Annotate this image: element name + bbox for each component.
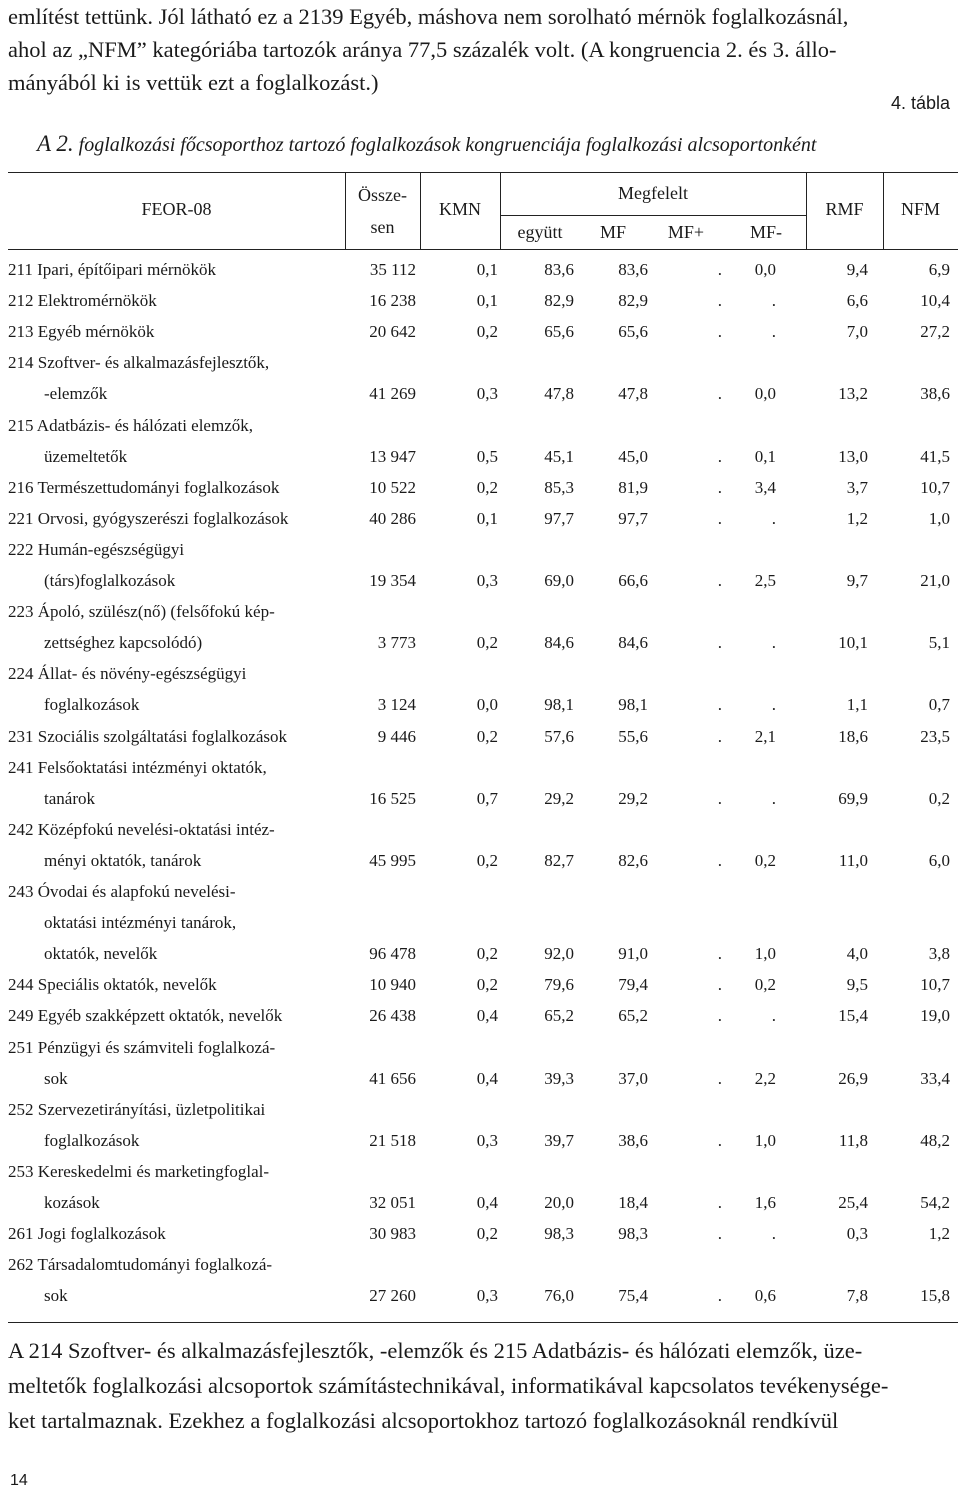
cell-mf: 37,0 [618,1068,648,1088]
cell-rmf: 25,4 [838,1193,868,1213]
cell-rmf: 11,8 [838,1130,868,1150]
cell-mfminus: 3,4 [754,477,776,497]
cell-egyutt: 29,2 [544,788,574,808]
col-header-mfplus: MF+ [667,222,705,242]
outro-line: meltetők foglalkozási alcsoportok számítástechnikával, informatikával kapcsolatos tevékenysége- [8,1373,889,1398]
cell-mfminus: 1,6 [754,1193,776,1213]
table-row [8,596,958,658]
cell-mfminus: . [771,695,776,715]
cell-mfplus: . [717,571,722,591]
cell-nfm: 0,2 [928,788,950,808]
table-number-label: 4. tábla [890,93,950,113]
cell-osszesen: 41 269 [369,384,416,404]
table-row [8,316,958,347]
row-occupation-name [8,410,253,472]
row-occupation-name [8,1249,272,1311]
cell-kmn: 0,0 [476,695,498,715]
cell-nfm: 23,5 [920,726,950,746]
occupation-name-line: 253 Kereskedelmi és marketingfoglal- [8,1161,270,1181]
table-row [8,534,958,596]
cell-mfplus: . [717,726,722,746]
cell-mf: 83,6 [618,260,648,280]
cell-mfplus: . [717,1068,722,1088]
cell-egyutt: 92,0 [544,944,574,964]
row-occupation-name [8,876,236,969]
cell-egyutt: 83,6 [544,260,574,280]
cell-mf: 65,6 [618,322,648,342]
occupation-name-line: 251 Pénzügyi és számviteli foglalkozá- [8,1037,276,1057]
cell-kmn: 0,2 [476,726,498,746]
cell-mfminus: 0,0 [754,384,776,404]
table-row [8,503,958,534]
occupation-name-line: 261 Jogi foglalkozások [8,1224,166,1244]
cell-mfplus: . [717,477,722,497]
cell-egyutt: 47,8 [544,384,574,404]
cell-mfplus: . [717,508,722,528]
cell-kmn: 0,3 [476,384,498,404]
cell-osszesen: 21 518 [369,1130,416,1150]
cell-kmn: 0,2 [476,477,498,497]
col-header-feor: FEOR-08 [141,199,212,219]
cell-nfm: 10,7 [920,477,950,497]
row-occupation-name [8,1094,265,1156]
row-occupation-name [8,503,288,534]
cell-mf: 82,9 [618,291,648,311]
cell-kmn: 0,2 [476,850,498,870]
cell-egyutt: 79,6 [544,975,574,995]
cell-mf: 98,3 [618,1224,648,1244]
cell-mfplus: . [717,1193,722,1213]
col-header-megfelelt: Megfelelt [618,183,688,203]
cell-nfm: 3,8 [928,944,950,964]
table-row [8,1094,958,1156]
cell-osszesen: 3 124 [377,695,416,715]
cell-osszesen: 3 773 [377,633,416,653]
table-row [8,721,958,752]
table-row [8,1032,958,1094]
cell-osszesen: 10 940 [369,975,416,995]
col-header-mfminus: MF- [749,222,782,242]
cell-mfminus: 0,2 [754,850,776,870]
cell-nfm: 1,0 [928,508,950,528]
table-row [8,285,958,316]
cell-nfm: 15,8 [920,1286,950,1306]
cell-kmn: 0,2 [476,944,498,964]
cell-mfminus: 2,5 [754,571,776,591]
occupation-name-line: sok [44,1286,68,1306]
cell-mfplus: . [717,384,722,404]
cell-rmf: 13,2 [838,384,868,404]
table-row [8,1249,958,1311]
cell-nfm: 41,5 [920,446,950,466]
cell-kmn: 0,4 [476,1193,498,1213]
cell-egyutt: 82,7 [544,850,574,870]
row-occupation-name [8,721,287,752]
occupation-name-line: 223 Ápoló, szülész(nő) (felsőfokú kép- [8,602,275,622]
cell-egyutt: 98,3 [544,1224,574,1244]
cell-nfm: 6,9 [928,260,950,280]
cell-kmn: 0,2 [476,322,498,342]
cell-mf: 75,4 [618,1286,648,1306]
cell-osszesen: 19 354 [369,571,416,591]
occupation-name-line: zettséghez kapcsolódó) [44,633,203,653]
cell-egyutt: 39,7 [544,1130,574,1150]
cell-mfminus: 0,6 [754,1286,776,1306]
occupation-name-line: 242 Középfokú nevelési-oktatási intéz- [8,819,275,839]
cell-mfminus: 2,1 [754,726,776,746]
occupation-name-line: -elemzők [44,384,108,404]
occupation-name-line: 252 Szervezetirányítási, üzletpolitikai [8,1099,266,1119]
cell-mfplus: . [717,850,722,870]
cell-mfminus: 1,0 [754,944,776,964]
cell-nfm: 19,0 [920,1006,950,1026]
intro-paragraph [8,0,952,99]
cell-nfm: 54,2 [920,1193,950,1213]
cell-rmf: 18,6 [838,726,868,746]
cell-egyutt: 20,0 [544,1193,574,1213]
cell-osszesen: 32 051 [369,1193,416,1213]
intro-line: említést tettünk. Jól látható ez a 2139 Egyéb, máshova nem sorolható mérnök foglalkozásnál, [8,4,849,29]
cell-mfplus: . [717,291,722,311]
cell-mf: 65,2 [618,1006,648,1026]
table-row [8,658,958,720]
occupation-name-line: 213 Egyéb mérnökök [8,322,155,342]
outro-paragraph [8,1333,952,1438]
table-row [8,1000,958,1031]
cell-rmf: 9,4 [846,260,868,280]
cell-egyutt: 98,1 [544,695,574,715]
occupation-name-line: 211 Ipari, építőipari mérnökök [8,260,217,279]
occupation-name-line: 215 Adatbázis- és hálózati elemzők, [8,415,253,435]
col-header-kmn: KMN [438,199,481,219]
cell-osszesen: 20 642 [369,322,416,342]
occupation-name-line: üzemeltetők [44,446,128,466]
cell-rmf: 13,0 [838,446,868,466]
occupation-name-line: 221 Orvosi, gyógyszerészi foglalkozások [8,508,289,528]
cell-kmn: 0,1 [476,508,498,528]
cell-egyutt: 65,2 [544,1006,574,1026]
cell-nfm: 6,0 [928,850,950,870]
occupation-name-line: 222 Humán-egészségügyi [8,539,185,559]
row-occupation-name [8,1218,166,1249]
col-header-osszesen-2: sen [370,217,395,237]
table-row [8,410,958,472]
cell-mfplus: . [717,1130,722,1150]
table-row [8,347,958,409]
cell-mf: 97,7 [618,508,648,528]
cell-osszesen: 13 947 [369,446,416,466]
cell-mf: 82,6 [618,850,648,870]
cell-kmn: 0,2 [476,975,498,995]
cell-mfminus: . [771,291,776,311]
row-occupation-name [8,752,267,814]
occupation-name-line: 224 Állat- és növény-egészségügyi [8,664,247,684]
caption-text: foglalkozási főcsoporthoz tartozó foglalkozások kongruenciája foglalkozási alcsoportonként [78,134,817,156]
cell-mfminus: . [771,1224,776,1244]
cell-kmn: 0,3 [476,571,498,591]
cell-osszesen: 96 478 [369,944,416,964]
occupation-name-line: foglalkozások [44,1130,140,1150]
cell-rmf: 1,1 [846,695,868,715]
row-occupation-name [8,658,246,720]
cell-mfminus: 1,0 [754,1130,776,1150]
table-top-rule [8,172,958,173]
cell-mf: 91,0 [618,944,648,964]
table-row [8,876,958,969]
cell-egyutt: 65,6 [544,322,574,342]
cell-kmn: 0,1 [476,260,498,280]
cell-kmn: 0,2 [476,633,498,653]
cell-rmf: 9,7 [846,571,868,591]
cell-rmf: 15,4 [838,1006,868,1026]
cell-mfplus: . [717,788,722,808]
row-occupation-name [8,1000,282,1031]
cell-egyutt: 69,0 [544,571,574,591]
table-header-rule [8,249,958,250]
cell-nfm: 10,4 [920,291,950,311]
occupation-name-line: 244 Speciális oktatók, nevelők [8,975,217,995]
cell-kmn: 0,3 [476,1130,498,1150]
row-occupation-name [8,534,184,596]
occupation-name-line: sok [44,1068,68,1088]
table-row [8,969,958,1000]
cell-mf: 55,6 [618,726,648,746]
occupation-name-line: oktatási intézményi tanárok, [44,913,237,932]
intro-line: ahol az „NFM” kategóriába tartozók aránya 77,5 százalék volt. (A kongruencia 2. és 3. állo- [8,37,837,62]
cell-rmf: 26,9 [838,1068,868,1088]
occupation-name-line: 216 Természettudományi foglalkozások [8,477,280,497]
cell-mfplus: . [717,695,722,715]
occupation-name-line: kozások [44,1192,100,1212]
row-occupation-name [8,969,217,1000]
table-row [8,254,958,285]
table-row [8,472,958,503]
row-occupation-name [8,814,275,876]
cell-mfplus: . [717,944,722,964]
cell-rmf: 10,1 [838,633,868,653]
cell-mfplus: . [717,1224,722,1244]
outro-line: ket tartalmaznak. Ezekhez a foglalkozási alcsoportokhoz tartozó foglalkozásoknál rendkívül [8,1408,839,1433]
cell-nfm: 1,2 [928,1224,950,1244]
cell-mf: 29,2 [618,788,648,808]
cell-egyutt: 84,6 [544,633,574,653]
cell-kmn: 0,2 [476,1224,498,1244]
cell-egyutt: 85,3 [544,477,574,497]
col-header-mf: MF [599,222,626,242]
caption-lead: A 2. [37,131,74,156]
cell-rmf: 9,5 [846,975,868,995]
table-row [8,752,958,814]
row-occupation-name [8,285,157,316]
cell-mf: 45,0 [618,446,648,466]
cell-mf: 84,6 [618,633,648,653]
cell-kmn: 0,7 [476,788,498,808]
occupation-name-line: 241 Felsőoktatási intézményi oktatók, [8,757,267,777]
cell-osszesen: 10 522 [369,477,416,497]
cell-rmf: 4,0 [846,944,868,964]
row-occupation-name [8,347,269,409]
cell-osszesen: 41 656 [369,1068,416,1088]
table-row [8,1218,958,1249]
cell-nfm: 21,0 [920,571,950,591]
cell-rmf: 69,9 [838,788,868,808]
occupation-name-line: 231 Szociális szolgáltatási foglalkozások [8,726,288,746]
cell-mfplus: . [717,446,722,466]
cell-osszesen: 9 446 [377,726,416,746]
cell-rmf: 1,2 [846,508,868,528]
occupation-name-line: 262 Társadalomtudományi foglalkozá- [8,1255,273,1275]
cell-nfm: 48,2 [920,1130,950,1150]
occupation-name-line: 214 Szoftver- és alkalmazásfejlesztők, [8,353,270,373]
cell-mfminus: . [771,788,776,808]
cell-nfm: 38,6 [920,384,950,404]
table-row [8,814,958,876]
cell-egyutt: 76,0 [544,1286,574,1306]
cell-mfminus: . [771,1006,776,1026]
cell-mf: 47,8 [618,384,648,404]
occupation-name-line: (társ)foglalkozások [44,570,176,590]
row-occupation-name [8,254,216,285]
row-occupation-name [8,596,275,658]
cell-mfplus: . [717,633,722,653]
cell-osszesen: 40 286 [369,508,416,528]
cell-mfminus: 0,2 [754,975,776,995]
occupation-name-line: 243 Óvodai és alapfokú nevelési- [8,882,236,901]
table-caption [37,128,937,161]
cell-mf: 79,4 [618,975,648,995]
cell-rmf: 7,0 [846,322,868,342]
cell-mf: 38,6 [618,1130,648,1150]
cell-mfplus: . [717,322,722,342]
cell-kmn: 0,1 [476,291,498,311]
cell-osszesen: 16 238 [369,291,416,311]
cell-nfm: 0,7 [928,695,950,715]
occupation-name-line: ményi oktatók, tanárok [44,850,202,870]
col-header-osszesen-1: Össze- [358,185,407,205]
cell-egyutt: 45,1 [544,446,574,466]
occupation-name-line: 212 Elektromérnökök [8,291,157,311]
page-number: 14 [10,1472,28,1489]
cell-mfplus: . [717,1286,722,1306]
megfelelt-underline [500,215,806,216]
cell-nfm: 33,4 [920,1068,950,1088]
occupation-name-line: oktatók, nevelők [44,944,158,963]
row-occupation-name [8,1032,275,1094]
cell-kmn: 0,4 [476,1006,498,1026]
table-bottom-rule [8,1322,958,1323]
cell-mf: 66,6 [618,571,648,591]
cell-mfminus: . [771,633,776,653]
cell-nfm: 27,2 [920,322,950,342]
cell-mfplus: . [717,975,722,995]
cell-mfplus: . [717,260,722,280]
cell-egyutt: 39,3 [544,1068,574,1088]
cell-kmn: 0,3 [476,1286,498,1306]
cell-kmn: 0,5 [476,446,498,466]
cell-rmf: 3,7 [846,477,868,497]
cell-rmf: 7,8 [846,1286,868,1306]
cell-osszesen: 30 983 [369,1224,416,1244]
cell-mfminus: 0,0 [754,260,776,280]
cell-mfminus: 0,1 [754,446,776,466]
occupation-name-line: foglalkozások [44,695,140,715]
row-occupation-name [8,316,154,347]
row-occupation-name [8,1156,269,1218]
table-row [8,1156,958,1218]
cell-nfm: 10,7 [920,975,950,995]
cell-mf: 98,1 [618,695,648,715]
cell-rmf: 0,3 [846,1224,868,1244]
intro-line: mányából ki is vettük ezt a foglalkozást.) [8,70,379,95]
cell-mf: 18,4 [618,1193,648,1213]
cell-osszesen: 26 438 [369,1006,416,1026]
occupation-name-line: tanárok [44,788,95,808]
cell-egyutt: 97,7 [544,508,574,528]
col-header-egyutt: együtt [517,222,563,242]
cell-mfplus: . [717,1006,722,1026]
col-header-rmf: RMF [825,199,864,219]
outro-line: A 214 Szoftver- és alkalmazásfejlesztők, -elemzők és 215 Adatbázis- és hálózati elemzők, üze- [8,1338,863,1363]
cell-mfminus: 2,2 [754,1068,776,1088]
cell-osszesen: 35 112 [369,260,416,280]
col-header-nfm: NFM [900,199,940,219]
cell-mf: 81,9 [618,477,648,497]
cell-egyutt: 82,9 [544,291,574,311]
cell-mfminus: . [771,322,776,342]
cell-nfm: 5,1 [928,633,950,653]
cell-kmn: 0,4 [476,1068,498,1088]
cell-mfminus: . [771,508,776,528]
cell-rmf: 11,0 [838,850,868,870]
occupation-name-line: 249 Egyéb szakképzett oktatók, nevelők [8,1006,283,1026]
row-occupation-name [8,472,279,503]
cell-osszesen: 45 995 [369,850,416,870]
cell-osszesen: 16 525 [369,788,416,808]
cell-egyutt: 57,6 [544,726,574,746]
cell-rmf: 6,6 [846,291,868,311]
cell-osszesen: 27 260 [369,1286,416,1306]
